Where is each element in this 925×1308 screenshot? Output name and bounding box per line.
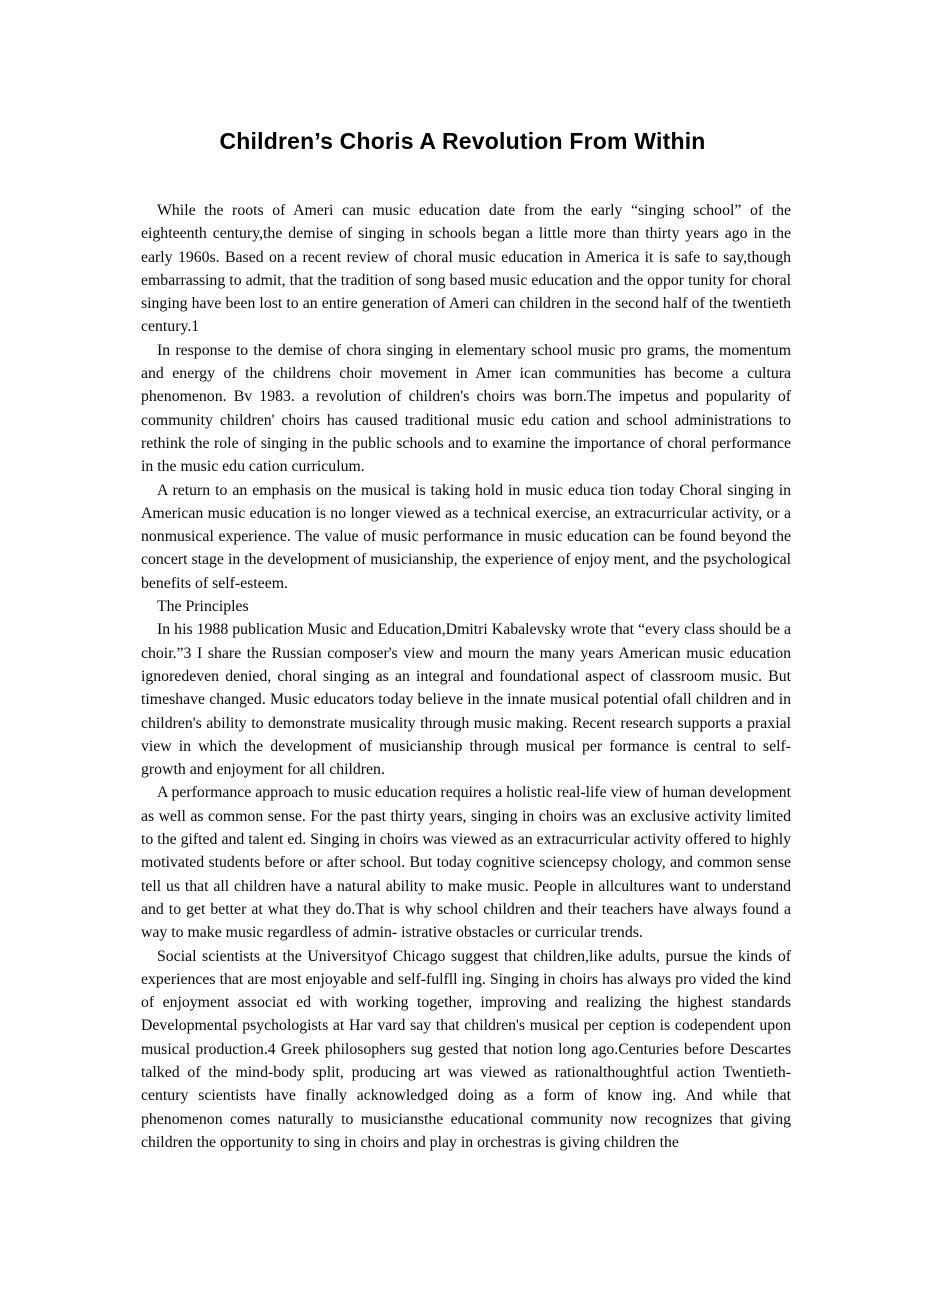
- paragraph-6: A performance approach to music education requires a holistic real-life view of human development as well as common sense. For the past thirty years, singing in choirs was an exclusive activity limited to the gifted and talent ed. Singing in choirs was viewed as an extracurricular activity offered to highly motivated students before or after school. But today cognitive sciencepsy chology, and common sense tell us that all children have a natural ability to make music. People in allcultures want to understand and to get better at what they do.That is why school children and their teachers have always found a way to make music regardless of admin- istrative obstacles or curricular trends.: [141, 784, 791, 942]
- section-heading-the-principles: The Principles: [157, 598, 249, 616]
- paragraph-1: While the roots of Ameri can music education date from the early “singing school” of the eighteenth century,the demise of singing in schools began a little more than thirty years ago in the early 1960s. Based on a recent review of choral music education in America it is safe to say,though embarrassing to admit, that the tradition of song based music education and the oppor tunity for choral singing have been lost to an entire generation of Ameri can children in the second half of the twentieth century.1: [141, 202, 791, 336]
- paragraph-7: Social scientists at the Universityof Chicago suggest that children,like adults, pursue the kinds of experiences that are most enjoyable and self-fulfll ing. Singing in choirs has always pro vided the kind of enjoyment associat ed with working together, improving and realizing the highest standards Developmental psychologists at Har vard say that children's musical per ception is codependent upon musical production.4 Greek philosophers sug gested that notion long ago.Centuries before Descartes talked of the mind-body split, producing art was viewed as rationalthoughtful action Twentieth-century scientists have finally acknowledged doing as a form of know ing. And while that phenomenon comes naturally to musiciansthe educational community now recognizes that giving children the opportunity to sing in choirs and play in orchestras is giving children the: [141, 947, 791, 1151]
- paragraph-5: In his 1988 publication Music and Education,Dmitri Kabalevsky wrote that “every class should be a choir.”3 I share the Russian composer's view and mourn the many years American music education ignoredeven denied, choral singing as an integral and foundational aspect of classroom music. But timeshave changed. Music educators today believe in the innate musical potential ofall children and in children's ability to demonstrate musicality through music making. Recent research supports a praxial view in which the development of musicianship through musical per formance is central to self-growth and enjoyment for all children.: [141, 621, 791, 779]
- paragraph-2: In response to the demise of chora singing in elementary school music pro grams, the momentum and energy of the childrens choir movement in Amer ican communities has become a cultura phenomenon. Bv 1983. a revolution of children's choirs was born.The impetus and popularity of community children' choirs has caused traditional music edu cation and school administrations to rethink the role of singing in the public schools and to examine the importance of choral performance in the music edu cation curriculum.: [141, 341, 791, 476]
- document-body: [141, 199, 791, 1154]
- page-title: Children’s Choris A Revolution From Within: [219, 128, 706, 154]
- paragraph-3: A return to an emphasis on the musical is taking hold in music educa tion today Choral singing in American music education is no longer viewed as a technical exercise, an extracurricular activity, or a nonmusical experience. The value of music performance in music education can be found beyond the concert stage in the development of musicianship, the experience of enjoy ment, and the psychological benefits of self-esteem.: [141, 481, 791, 592]
